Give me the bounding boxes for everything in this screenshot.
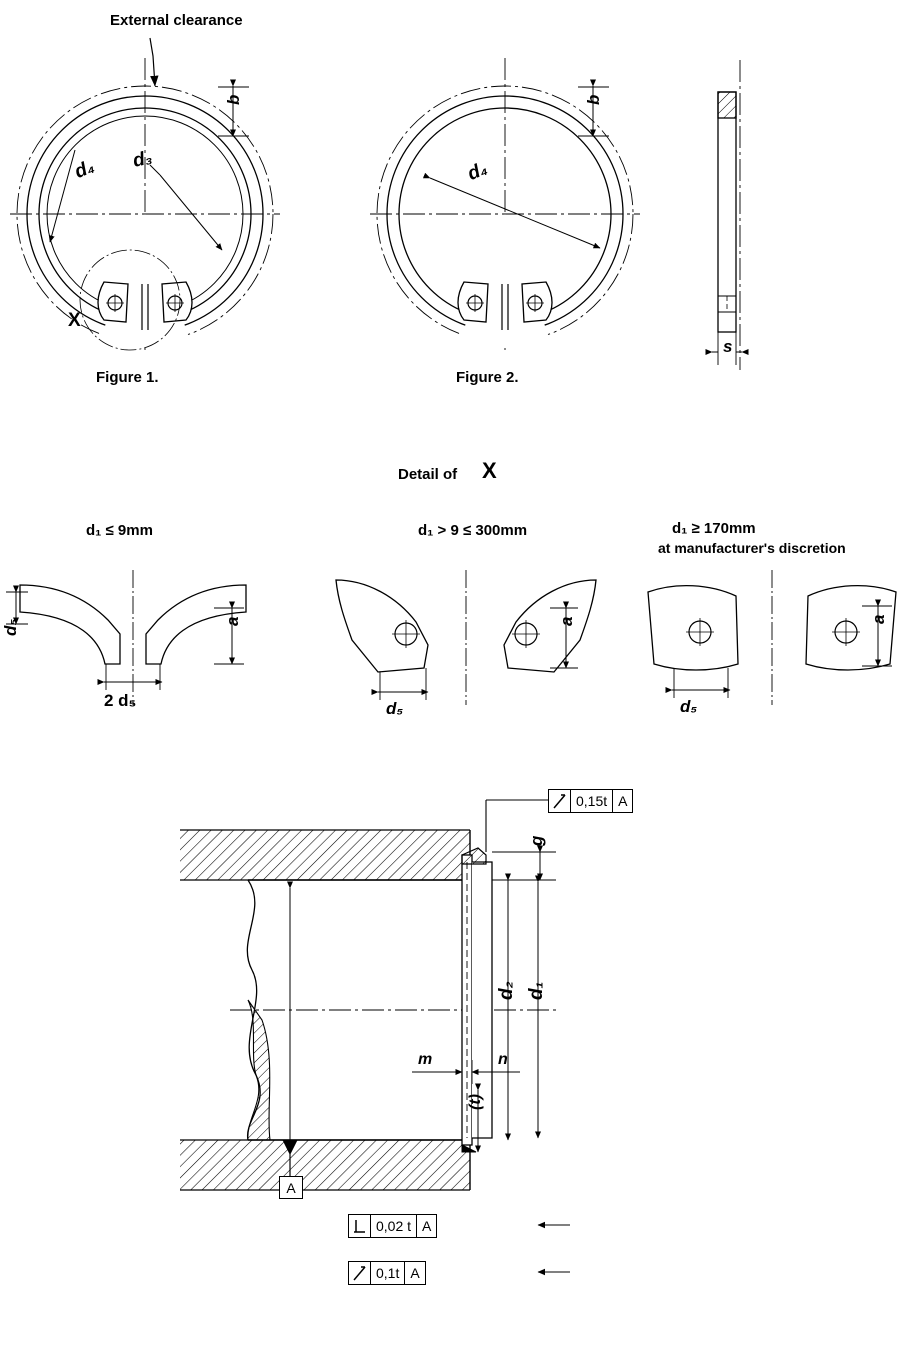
datum-a-box: A: [279, 1176, 303, 1199]
figure-2-caption: Figure 2.: [456, 369, 519, 386]
datum-reference: A: [618, 793, 628, 809]
figure-1-caption: Figure 1.: [96, 369, 159, 386]
figure-1-ring: [10, 38, 280, 350]
dim-n: n: [498, 1051, 508, 1068]
datum-reference: A: [410, 1265, 420, 1281]
detail-case-medium: [336, 570, 596, 705]
dim-d5-case-large: d₅: [680, 697, 698, 716]
datum-reference: A: [422, 1218, 432, 1234]
side-view-section: [712, 60, 742, 370]
detail-case-small: [6, 570, 246, 705]
dim-d5-case-medium: d₅: [386, 699, 404, 718]
detail-case-small-label: d₁ ≤ 9mm: [86, 522, 153, 539]
dim-d3-figure1: d₃: [131, 147, 154, 172]
detail-case-medium-label: d₁ > 9 ≤ 300mm: [418, 522, 528, 539]
tolerance-frame-runout-01t: [348, 1261, 426, 1285]
tolerance-value: 0,15t: [571, 790, 613, 812]
tolerance-frame-runout-015t: [548, 789, 633, 813]
groove-section-view: [180, 800, 570, 1272]
runout-symbol-icon: [349, 1262, 371, 1284]
detail-case-large: [648, 570, 896, 705]
dim-s-sideview: s: [723, 337, 733, 356]
detail-case-large-sublabel: at manufacturer's discretion: [658, 540, 846, 556]
detail-case-large-label: d₁ ≥ 170mm: [672, 520, 756, 537]
dim-d4-figure1: d₄: [71, 156, 98, 183]
runout-symbol-icon: [549, 790, 571, 812]
tolerance-value: 0,02 t: [371, 1215, 417, 1237]
tolerance-value: 0,1t: [371, 1262, 405, 1284]
external-clearance-label: External clearance: [110, 12, 243, 29]
detail-of-label: Detail of: [398, 466, 458, 483]
perpendicularity-symbol-icon: [349, 1215, 371, 1237]
detail-of-letter: X: [482, 458, 497, 483]
detail-callout-x: X: [68, 310, 81, 331]
dim-m: m: [418, 1051, 433, 1068]
tolerance-frame-perpendicularity-002t: [348, 1214, 437, 1238]
dim-d4-figure2: d₄: [464, 158, 491, 185]
dim-2d5-case-small: 2 d₅: [104, 691, 137, 710]
drawing-page: External clearance b d₄ d₃ X Figure 1. b d₄ Figure 2. s Detail of X d₁ ≤ 9mm d₁ > 9 ≤ 300mm d₁ ≥ 170mm at manufacturer's discretion d₅ a 2 d₅ a d₅ a d₅ g d₂ d₁ m n (t) A 0,15t A 0,02 t A 0,1t A: [0, 0, 919, 1350]
